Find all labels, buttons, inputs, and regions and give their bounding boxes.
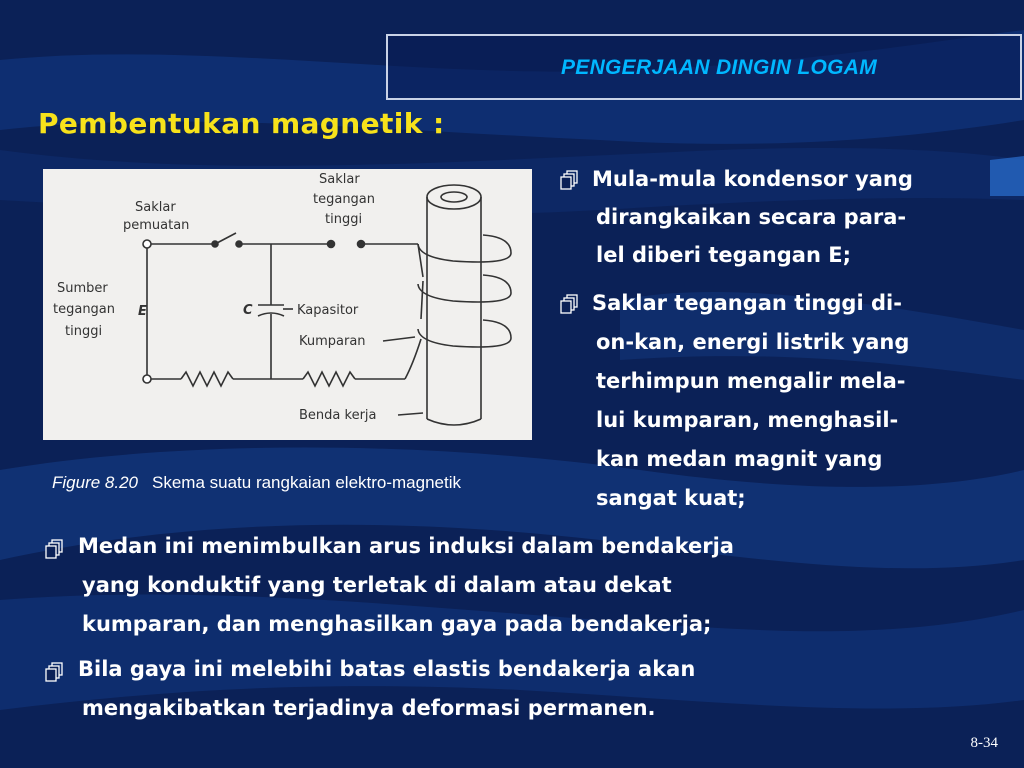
label-saklar-tt-1: Saklar [319, 172, 360, 187]
bullet-item [560, 160, 1010, 284]
header-title: PENGERJAAN DINGIN LOGAM [560, 56, 878, 79]
bullet-line: Saklar tegangan tinggi di- [592, 291, 902, 315]
label-sumber-1: Sumber [57, 281, 108, 296]
label-saklar-tt-2: tegangan [313, 192, 376, 207]
right-bullet-list [560, 160, 1010, 510]
label-kapasitor: Kapasitor [297, 303, 359, 318]
label-saklar-pemuatan-2: pemuatan [123, 218, 190, 233]
label-kumparan: Kumparan [299, 334, 366, 349]
label-e: E [138, 304, 147, 319]
stacked-pages-icon [560, 294, 580, 314]
bottom-bullet-list [45, 527, 1005, 720]
bullet-line: on-kan, energi listrik yang [596, 330, 910, 354]
header-box [386, 34, 1022, 100]
bullet-line: mengakibatkan terjadinya deformasi permanen. [82, 696, 656, 720]
stacked-pages-icon [45, 662, 65, 682]
circuit-figure [43, 169, 532, 440]
figure-caption [52, 471, 522, 495]
bullet-line: sangat kuat; [596, 486, 746, 510]
bullet-line: Bila gaya ini melebihi batas elastis bendakerja akan [78, 657, 696, 681]
bullet-line: Medan ini menimbulkan arus induksi dalam bendakerja [78, 534, 734, 558]
stacked-pages-icon [45, 539, 65, 559]
stacked-pages-icon [560, 170, 580, 190]
bullet-line: Mula-mula kondensor yang [592, 167, 913, 191]
figure-caption-text: Skema suatu rangkaian elektro-magnetik [152, 473, 461, 492]
bullet-line: lui kumparan, menghasil- [596, 408, 899, 432]
figure-caption-label: Figure 8.20 [52, 473, 138, 492]
bullet-line: kan medan magnit yang [596, 447, 883, 471]
bullet-line: lel diberi tegangan E; [596, 243, 851, 267]
bullet-item [45, 527, 1005, 650]
label-benda-kerja: Benda kerja [299, 408, 377, 423]
label-c: C [243, 303, 253, 318]
page-number: 8-34 [970, 735, 998, 751]
bullet-line: dirangkaikan secara para- [596, 205, 907, 229]
bullet-line: kumparan, dan menghasilkan gaya pada bendakerja; [82, 612, 712, 636]
bullet-line: yang konduktif yang terletak di dalam atau dekat [82, 573, 672, 597]
label-sumber-3: tinggi [65, 324, 103, 339]
label-saklar-tt-3: tinggi [325, 212, 363, 227]
label-sumber-2: tegangan [53, 302, 116, 317]
circuit-diagram [43, 169, 532, 440]
label-saklar-pemuatan-1: Saklar [135, 200, 176, 215]
slide-title: Pembentukan magnetik : [38, 107, 445, 140]
bullet-line: terhimpun mengalir mela- [596, 369, 906, 393]
